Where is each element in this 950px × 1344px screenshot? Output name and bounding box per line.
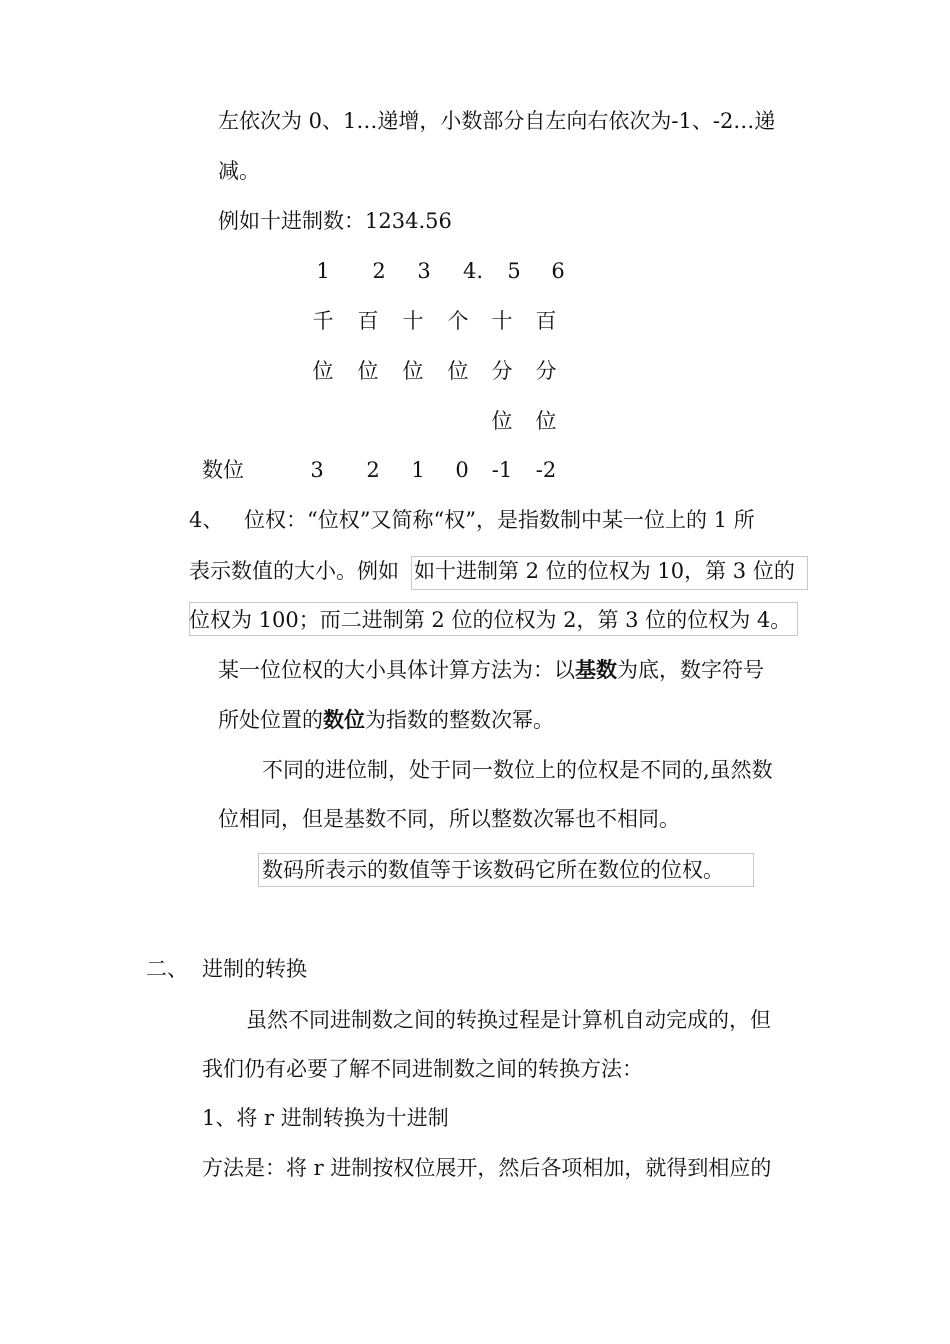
bold-term: 基数	[575, 657, 617, 682]
text-line: 减。	[218, 159, 260, 183]
position-cell: 3	[310, 458, 324, 482]
text-line	[218, 655, 764, 685]
section-number: 二、	[146, 957, 188, 981]
example-line: 例如十进制数：1234.56	[218, 209, 452, 233]
subheading: 1、将 r 进制转换为十进制	[202, 1106, 449, 1130]
position-cell: -1	[491, 458, 513, 482]
place-name-cell: 位	[491, 409, 513, 433]
text-line: 如十进制第 2 位的位权为 10，第 3 位的	[414, 559, 795, 583]
digit-cell: 6	[551, 259, 565, 283]
text-line: 我们仍有必要了解不同进制数之间的转换方法：	[202, 1057, 643, 1081]
text-line: 不同的进位制，处于同一数位上的位权是不同的,虽然数	[262, 758, 773, 782]
digit-cell: 1	[316, 259, 330, 283]
text-line: 左依次为 0、1…递增，小数部分自左向右依次为-1、-2…递	[218, 109, 776, 133]
place-name-cell: 位	[402, 359, 424, 383]
place-name-cell: 位	[357, 359, 379, 383]
place-name-cell: 个	[447, 309, 469, 333]
text-line: 方法是：将 r 进制按权位展开，然后各项相加，就得到相应的	[202, 1156, 772, 1180]
text-span: 所处位置的	[218, 708, 323, 732]
place-name-cell: 十	[402, 309, 424, 333]
bold-term: 数位	[323, 707, 365, 732]
text-line	[218, 705, 554, 735]
place-name-cell: 位	[447, 359, 469, 383]
place-name-cell: 千	[312, 309, 334, 333]
position-label: 数位	[202, 458, 244, 482]
digit-cell: 3	[417, 259, 431, 283]
text-line: 表示数值的大小。例如	[189, 559, 399, 583]
text-span: 某一位位权的大小具体计算方法为：以	[218, 658, 575, 682]
text-line: 数码所表示的数值等于该数码它所在数位的位权。	[262, 858, 724, 882]
digit-cell: 2	[372, 259, 386, 283]
place-name-cell: 分	[535, 359, 557, 383]
text-line: 位权为 100；而二进制第 2 位的位权为 2，第 3 位的位权为 4。	[189, 608, 792, 632]
place-name-cell: 位	[535, 409, 557, 433]
text-span: 为指数的整数次幂。	[365, 708, 554, 732]
text-span: 为底，数字符号	[617, 658, 764, 682]
place-name-cell: 分	[491, 359, 513, 383]
text-line: 虽然不同进制数之间的转换过程是计算机自动完成的，但	[246, 1008, 771, 1032]
place-name-cell: 百	[357, 309, 379, 333]
position-cell: 1	[411, 458, 425, 482]
place-name-cell: 位	[312, 359, 334, 383]
place-name-cell: 十	[491, 309, 513, 333]
position-cell: 2	[366, 458, 380, 482]
place-name-cell: 百	[535, 309, 557, 333]
digit-cell: 4.	[462, 259, 484, 283]
text-line: 位相同，但是基数不同，所以整数次幂也不相同。	[218, 807, 680, 831]
digit-cell: 5	[507, 259, 521, 283]
section-title: 进制的转换	[202, 957, 307, 981]
position-cell: -2	[535, 458, 557, 482]
text-line: 位权：“位权”又简称“权”，是指数制中某一位上的 1 所	[244, 508, 755, 532]
list-number: 4、	[189, 508, 224, 532]
position-cell: 0	[455, 458, 469, 482]
